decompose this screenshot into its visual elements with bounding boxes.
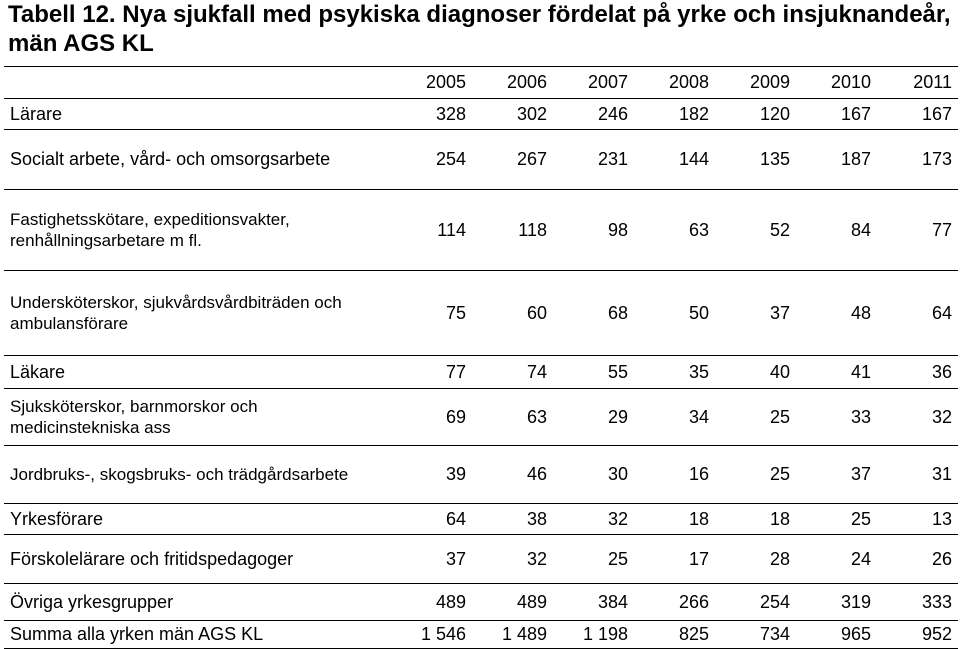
value-cell: 302 (472, 99, 553, 130)
value-cell: 254 (715, 584, 796, 621)
value-cell: 187 (796, 130, 877, 190)
value-cell: 16 (634, 446, 715, 504)
year-header: 2006 (472, 67, 553, 99)
year-header: 2008 (634, 67, 715, 99)
value-cell: 489 (391, 584, 472, 621)
value-cell: 266 (634, 584, 715, 621)
row-label: Sjuksköterskor, barnmorskor och medicinstekniska ass (4, 389, 391, 446)
row-label: Undersköterskor, sjukvårdsvårdbiträden och ambulansförare (4, 271, 391, 356)
value-cell: 384 (553, 584, 634, 621)
value-cell: 98 (553, 190, 634, 271)
value-cell: 33 (796, 389, 877, 446)
table-row (4, 389, 958, 446)
value-cell: 40 (715, 356, 796, 389)
value-cell: 41 (796, 356, 877, 389)
year-header: 2009 (715, 67, 796, 99)
value-cell: 63 (472, 389, 553, 446)
value-cell: 26 (877, 535, 958, 584)
table-row (4, 130, 958, 190)
value-cell: 1 489 (472, 621, 553, 649)
value-cell: 69 (391, 389, 472, 446)
value-cell: 24 (796, 535, 877, 584)
table-row (4, 190, 958, 271)
sick-leave-table (4, 66, 958, 649)
value-cell: 254 (391, 130, 472, 190)
value-cell: 144 (634, 130, 715, 190)
row-label: Läkare (4, 356, 391, 389)
value-cell: 333 (877, 584, 958, 621)
value-cell: 37 (391, 535, 472, 584)
year-header: 2010 (796, 67, 877, 99)
table-row (4, 621, 958, 649)
value-cell: 60 (472, 271, 553, 356)
value-cell: 75 (391, 271, 472, 356)
value-cell: 246 (553, 99, 634, 130)
value-cell: 37 (796, 446, 877, 504)
value-cell: 35 (634, 356, 715, 389)
value-cell: 25 (796, 504, 877, 535)
value-cell: 965 (796, 621, 877, 649)
value-cell: 135 (715, 130, 796, 190)
value-cell: 30 (553, 446, 634, 504)
value-cell: 18 (634, 504, 715, 535)
table-row (4, 446, 958, 504)
value-cell: 167 (796, 99, 877, 130)
value-cell: 825 (634, 621, 715, 649)
row-label: Socialt arbete, vård- och omsorgsarbete (4, 130, 391, 190)
value-cell: 32 (877, 389, 958, 446)
value-cell: 84 (796, 190, 877, 271)
value-cell: 52 (715, 190, 796, 271)
value-cell: 25 (553, 535, 634, 584)
value-cell: 31 (877, 446, 958, 504)
row-label: Fastighetsskötare, expeditionsvakter, renhållningsarbetare m fl. (4, 190, 391, 271)
value-cell: 46 (472, 446, 553, 504)
value-cell: 328 (391, 99, 472, 130)
row-label: Yrkesförare (4, 504, 391, 535)
value-cell: 952 (877, 621, 958, 649)
value-cell: 77 (877, 190, 958, 271)
table-row (4, 504, 958, 535)
value-cell: 39 (391, 446, 472, 504)
value-cell: 55 (553, 356, 634, 389)
value-cell: 64 (391, 504, 472, 535)
value-cell: 734 (715, 621, 796, 649)
table-row (4, 356, 958, 389)
value-cell: 50 (634, 271, 715, 356)
value-cell: 120 (715, 99, 796, 130)
value-cell: 25 (715, 389, 796, 446)
value-cell: 32 (472, 535, 553, 584)
year-header: 2005 (391, 67, 472, 99)
value-cell: 173 (877, 130, 958, 190)
row-label: Jordbruks-, skogsbruks- och trädgårdsarbete (4, 446, 391, 504)
value-cell: 319 (796, 584, 877, 621)
value-cell: 63 (634, 190, 715, 271)
value-cell: 77 (391, 356, 472, 389)
value-cell: 114 (391, 190, 472, 271)
value-cell: 13 (877, 504, 958, 535)
value-cell: 68 (553, 271, 634, 356)
value-cell: 182 (634, 99, 715, 130)
value-cell: 37 (715, 271, 796, 356)
value-cell: 267 (472, 130, 553, 190)
value-cell: 28 (715, 535, 796, 584)
value-cell: 118 (472, 190, 553, 271)
table-title: Tabell 12. Nya sjukfall med psykiska diagnoser fördelat på yrke och insjuknandeår, män AGS KL (8, 1, 951, 57)
value-cell: 25 (715, 446, 796, 504)
value-cell: 231 (553, 130, 634, 190)
row-label: Summa alla yrken män AGS KL (4, 621, 391, 649)
value-cell: 34 (634, 389, 715, 446)
value-cell: 17 (634, 535, 715, 584)
value-cell: 18 (715, 504, 796, 535)
row-label: Övriga yrkesgrupper (4, 584, 391, 621)
value-cell: 489 (472, 584, 553, 621)
table-row (4, 584, 958, 621)
header-row (4, 67, 958, 99)
year-header: 2011 (877, 67, 958, 99)
value-cell: 32 (553, 504, 634, 535)
value-cell: 167 (877, 99, 958, 130)
table-row (4, 99, 958, 130)
value-cell: 48 (796, 271, 877, 356)
value-cell: 1 198 (553, 621, 634, 649)
header-blank-cell (4, 67, 391, 99)
year-header: 2007 (553, 67, 634, 99)
value-cell: 38 (472, 504, 553, 535)
row-label: Förskolelärare och fritidspedagoger (4, 535, 391, 584)
value-cell: 36 (877, 356, 958, 389)
row-label: Lärare (4, 99, 391, 130)
table-row (4, 535, 958, 584)
table-row (4, 271, 958, 356)
value-cell: 29 (553, 389, 634, 446)
value-cell: 64 (877, 271, 958, 356)
value-cell: 1 546 (391, 621, 472, 649)
value-cell: 74 (472, 356, 553, 389)
